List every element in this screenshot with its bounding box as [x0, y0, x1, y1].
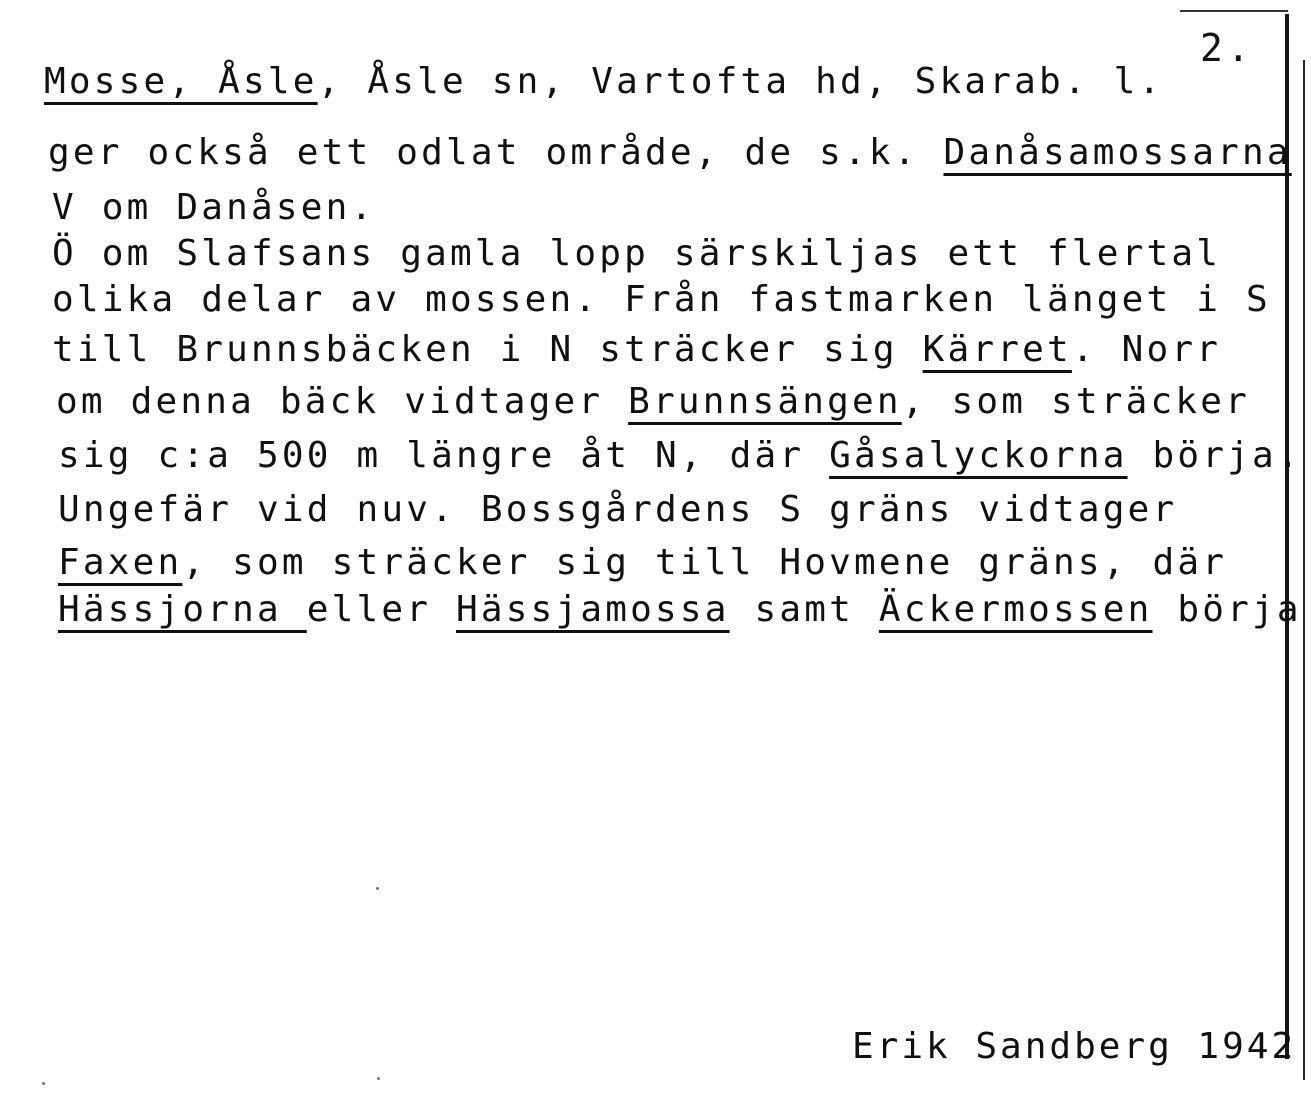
text-segment: börja.: [1127, 435, 1302, 476]
text-segment: V om Danåsen.: [52, 187, 376, 228]
text-segment: sig c:a 500 m längre åt N, där: [58, 435, 830, 476]
text-line: [58, 589, 1302, 630]
place-name: Äckermossen: [878, 589, 1153, 630]
paper-speck: [376, 887, 379, 890]
text-line: [52, 233, 1222, 274]
place-name: Hässjamossa: [456, 589, 730, 630]
text-segment: till Brunnsbäcken i N sträcker sig: [52, 329, 923, 370]
text-line: [56, 381, 1250, 422]
text-segment: , som sträcker: [901, 381, 1250, 422]
text-line: [44, 61, 1164, 102]
page-number: 2.: [1200, 26, 1254, 70]
card-top-edge: [1180, 10, 1288, 12]
text-segment: börja: [1152, 589, 1302, 630]
text-segment: Ungefär vid nuv. Bossgårdens S gräns vidtager: [58, 489, 1178, 530]
text-segment: Ö om Slafsans gamla lopp särskiljas ett flertal: [52, 233, 1222, 274]
place-name: Faxen: [58, 542, 183, 583]
paper-speck: [42, 1082, 45, 1085]
text-line: [48, 132, 1292, 173]
text-segment: samt: [729, 589, 879, 630]
text-segment: . Norr: [1071, 329, 1222, 370]
text-segment: , som sträcker sig till Hovmene gräns, där: [182, 542, 1228, 583]
paper-speck: [377, 1077, 380, 1080]
text-line: [58, 489, 1178, 530]
place-name: Mosse, Åsle: [44, 61, 318, 102]
text-line: [58, 435, 1302, 476]
signature: Erik Sandberg 1942: [852, 1026, 1297, 1067]
text-line: [52, 279, 1271, 320]
text-segment: om denna bäck vidtager: [56, 381, 629, 422]
place-name: Brunnsängen: [628, 381, 902, 422]
text-line: [58, 542, 1228, 583]
place-name: Danåsamossarna: [943, 132, 1292, 173]
text-line: [52, 187, 376, 228]
place-name: Gåsalyckorna: [829, 435, 1128, 476]
text-segment: ger också ett odlat område, de s.k.: [48, 132, 944, 173]
text-segment: eller: [306, 589, 456, 630]
card-right-edge-shadow: [1303, 60, 1305, 1080]
text-line: [52, 329, 1222, 370]
place-name: Kärret: [922, 329, 1072, 370]
place-name: Hässjorna: [58, 589, 307, 630]
text-segment: olika delar av mossen. Från fastmarken länget i S: [52, 279, 1271, 320]
text-segment: , Åsle sn, Vartofta hd, Skarab. l.: [317, 61, 1164, 102]
